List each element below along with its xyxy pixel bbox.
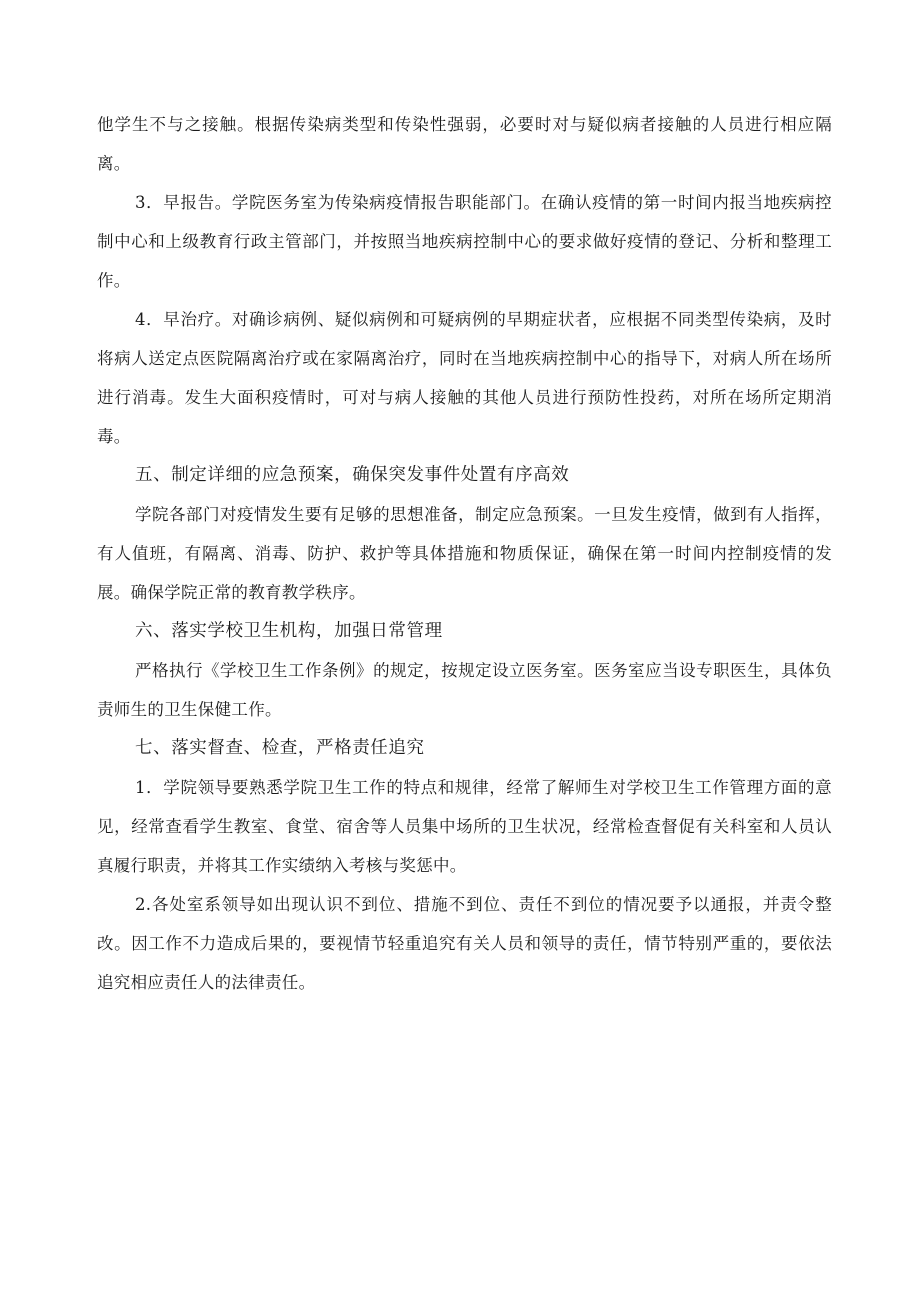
- paragraph-health-office: 严格执行《学校卫生工作条例》的规定，按规定设立医务室。医务室应当设专职医生，具体负责师生的卫生保健工作。: [97, 661, 832, 719]
- paragraph-leadership: 1．学院领导要熟悉学院卫生工作的特点和规律，经常了解师生对学校卫生工作管理方面的意见，经常查看学生教室、食堂、宿舍等人员集中场所的卫生状况，经常检查督促有关科室和人员认真履行职责，并将其工作实绩纳入考核与奖惩中。: [97, 778, 832, 875]
- section-heading-7: 七、落实督查、检查，严格责任追究: [135, 738, 425, 758]
- paragraph-early-report: 3．早报告。学院医务室为传染病疫情报告职能部门。在确认疫情的第一时间内报当地疾病控制中心和上级教育行政主管部门，并按照当地疾病控制中心的要求做好疫情的登记、分析和整理工作。: [97, 193, 832, 290]
- paragraph-early-treatment: 4．早治疗。对确诊病例、疑似病例和可疑病例的早期症状者，应根据不同类型传染病，及时将病人送定点医院隔离治疗或在家隔离治疗，同时在当地疾病控制中心的指导下，对病人所在场所进行消毒。发生大面积疫情时，可对与病人接触的其他人员进行预防性投药，对所在场所定期消毒。: [97, 310, 832, 446]
- paragraph-accountability: 2.各处室系领导如出现认识不到位、措施不到位、责任不到位的情况要予以通报，并责令整改。因工作不力造成后果的，要视情节轻重追究有关人员和领导的责任，情节特别严重的，要依法追究相应责任人的法律责任。: [97, 895, 832, 992]
- section-heading-5: 五、制定详细的应急预案，确保突发事件处置有序高效: [135, 465, 570, 485]
- paragraph-isolation-continued: 他学生不与之接触。根据传染病类型和传染性强弱，必要时对与疑似病者接触的人员进行相应隔离。: [97, 115, 832, 173]
- paragraph-emergency-plan: 学院各部门对疫情发生要有足够的思想准备，制定应急预案。一旦发生疫情，做到有人指挥，有人值班，有隔离、消毒、防护、救护等具体措施和物质保证，确保在第一时间内控制疫情的发展。确保学院正常的教育教学秩序。: [97, 505, 832, 602]
- section-heading-6: 六、落实学校卫生机构，加强日常管理: [135, 621, 443, 641]
- document-body: [97, 105, 832, 1002]
